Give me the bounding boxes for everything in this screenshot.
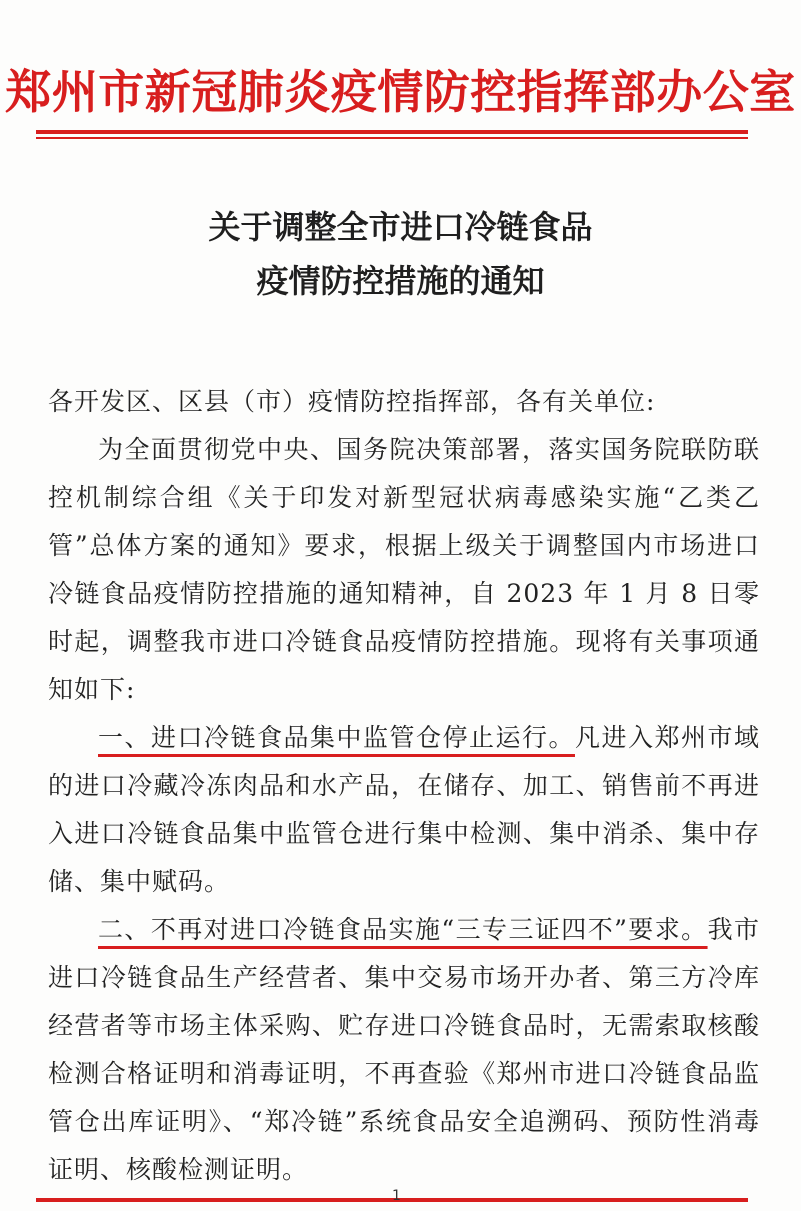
intro-paragraph: 为全面贯彻党中央、国务院决策部署，落实国务院联防联控机制综合组《关于印发对新型冠状病毒感染实施“乙类乙管”总体方案的通知》要求，根据上级关于调整国内市场进口冷链食品疫情防控措施的通知精神，自 2023 年 1 月 8 日零时起，调整我市进口冷链食品疫情防控措施。现将有关事项通知如下: — [48, 435, 760, 704]
item-2-paragraph — [48, 906, 760, 1194]
item-1-heading: 一、进口冷链食品集中监管仓停止运行。 — [98, 723, 575, 752]
item-1-body: 凡进入郑州市域的进口冷藏冷冻肉品和水产品，在储存、加工、销售前不再进入进口冷链食品集中监管仓进行集中检测、集中消杀、集中存储、集中赋码。 — [48, 723, 760, 896]
letterhead-org-name: 郑州市新冠肺炎疫情防控指挥部办公室 — [5, 65, 796, 119]
item-2-body: 我市进口冷链食品生产经营者、集中交易市场开办者、第三方冷库经营者等市场主体采购、贮存进口冷链食品时，无需索取核酸检测合格证明和消毒证明，不再查验《郑州市进口冷链食品监管仓出库证明》、“郑冷链”系统食品安全追溯码、预防性消毒证明、核酸检测证明。 — [48, 915, 760, 1184]
page-number: 1 — [392, 1188, 401, 1204]
item-2-heading: 二、不再对进口冷链食品实施“三专三证四不”要求。 — [98, 915, 708, 944]
notice-title-line-2: 疫情防控措施的通知 — [256, 262, 545, 300]
notice-body — [48, 378, 760, 1194]
letterhead-rule-thick — [36, 130, 748, 134]
letterhead-rule-thin — [36, 137, 748, 139]
item-1-paragraph — [48, 714, 760, 906]
notice-title-line-1: 关于调整全市进口冷链食品 — [208, 208, 593, 246]
salutation: 各开发区、区县（市）疫情防控指挥部，各有关单位: — [48, 387, 656, 416]
